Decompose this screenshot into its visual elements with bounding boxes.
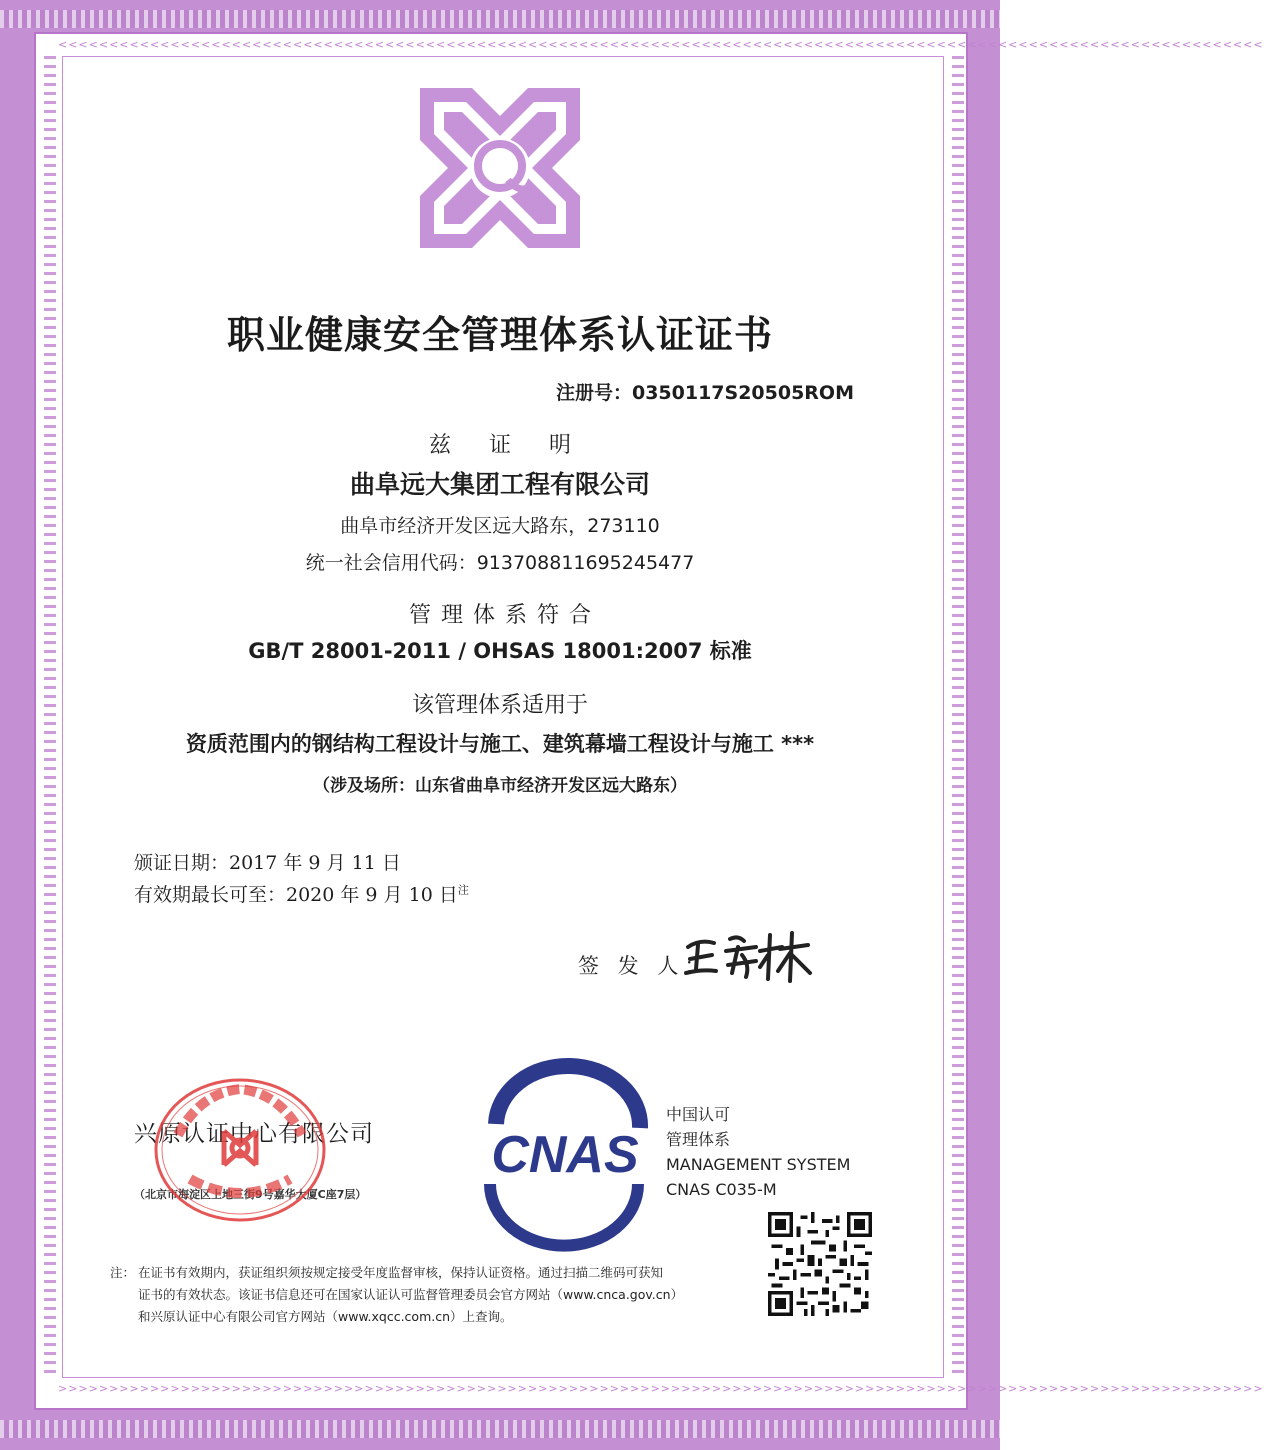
attest-heading: 兹证明 bbox=[428, 433, 609, 458]
issuer-name: 兴原认证中心有限公司 bbox=[134, 1121, 374, 1147]
scope-text: 资质范围内的钢结构工程设计与施工、建筑幕墙工程设计与施工 *** bbox=[185, 732, 815, 756]
cnas-accreditation-text bbox=[666, 1102, 850, 1202]
valid-until-date bbox=[134, 880, 469, 907]
cnas-line-1: 中国认可 bbox=[666, 1105, 731, 1124]
footnote-line-1: 在证书有效期内，获证组织须按规定接受年度监督审核，保持认证资格。通过扫描二维码可获知 bbox=[138, 1265, 664, 1280]
site-text: （涉及场所：山东省曲阜市经济开发区远大路东） bbox=[313, 776, 687, 796]
cnas-line-2: 管理体系 bbox=[666, 1130, 731, 1149]
top-chevron-border: <<<<<<<<<<<<<<<<<<<<<<<<<<<<<<<<<<<<<<<<<<<<<<<<<<<<<<<<<<<<<<<<<<<<<<<<<<<<<<<<<<<<<<<<<<<<<<<<<<<<<<<<<<<<<<<<<<<<<< bbox=[58, 38, 1264, 51]
bottom-decorative-band bbox=[0, 1420, 1000, 1438]
valid-note-mark: 注 bbox=[457, 883, 469, 897]
conforms-label: 管理体系符合 bbox=[408, 603, 601, 628]
issuer-address: （北京市海淀区上地三街9号嘉华大厦C座7层） bbox=[134, 1188, 367, 1201]
issue-date: 颁证日期：2017 年 9 月 11 日 bbox=[134, 852, 401, 874]
footnote-line-3: 和兴原认证中心有限公司官方网站（www.xqcc.com.cn）上查询。 bbox=[138, 1309, 513, 1324]
certificate-title: 职业健康安全管理体系认证证书 bbox=[226, 313, 773, 357]
cnas-line-3: MANAGEMENT SYSTEM bbox=[666, 1155, 851, 1174]
signer-label: 签 发 人： bbox=[578, 954, 712, 978]
company-address: 曲阜市经济开发区远大路东，273110 bbox=[340, 515, 660, 537]
registration-number: 注册号：0350117S20505ROM bbox=[555, 382, 854, 404]
cnas-logo-text: CNAS bbox=[491, 1126, 639, 1184]
applies-label: 该管理体系适用于 bbox=[411, 693, 588, 718]
standard-text: GB/T 28001-2011 / OHSAS 18001:2007 标准 bbox=[248, 639, 752, 663]
cnas-line-4: CNAS C035-M bbox=[666, 1180, 777, 1199]
footnote-line-2: 证书的有效状态。该证书信息还可在国家认证认可监督管理委员会官方网站（www.cnca.gov.cn） bbox=[138, 1287, 684, 1302]
qr-code-icon[interactable] bbox=[768, 1212, 872, 1316]
top-decorative-band bbox=[0, 10, 1000, 28]
footnote-label: 注： bbox=[110, 1265, 136, 1280]
official-seal-stamp bbox=[150, 1075, 330, 1225]
bottom-chevron-border: >>>>>>>>>>>>>>>>>>>>>>>>>>>>>>>>>>>>>>>>>>>>>>>>>>>>>>>>>>>>>>>>>>>>>>>>>>>>>>>>>>>>>>>>>>>>>>>>>>>>>>>>>>>>>>>>>>>>>> bbox=[58, 1382, 1264, 1395]
valid-until-text: 有效期最长可至：2020 年 9 月 10 日 bbox=[134, 884, 458, 906]
certifier-logo-icon bbox=[420, 88, 580, 248]
company-name: 曲阜远大集团工程有限公司 bbox=[349, 470, 650, 499]
credit-code: 统一社会信用代码：913708811695245477 bbox=[305, 552, 695, 574]
handwritten-signature bbox=[680, 925, 830, 985]
cnas-logo bbox=[470, 1088, 660, 1218]
footnote-body bbox=[138, 1262, 758, 1328]
